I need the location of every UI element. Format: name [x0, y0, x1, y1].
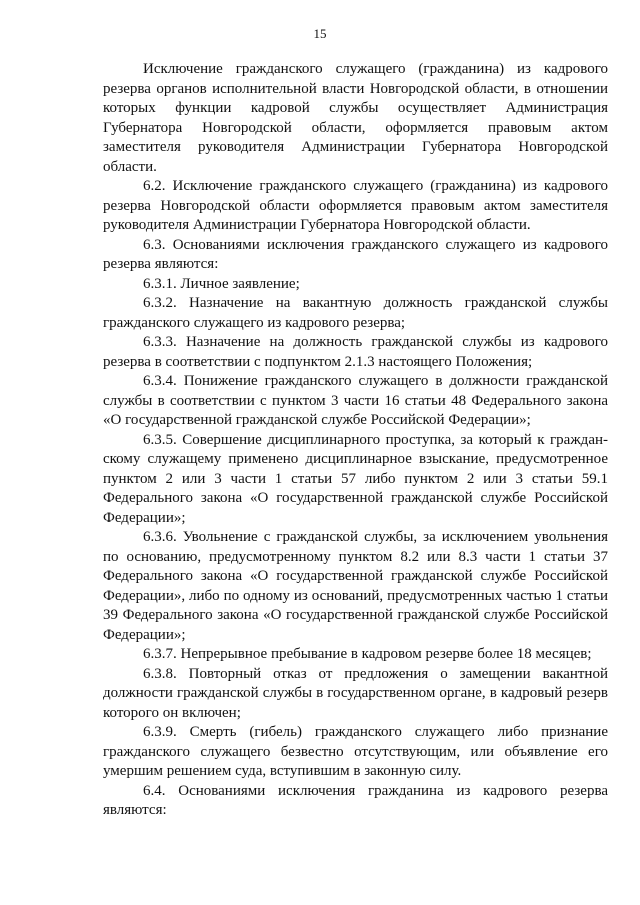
paragraph: 6.3.7. Непрерывное пребывание в кадровом резерве более 18 месяцев;: [143, 646, 592, 662]
paragraph: 6.3.4. Понижение гражданского служащего в должности гражданской службы в соответствии с пунктом 3 части 16 статьи 48 Федерального закона «О государственной гражданской службе Российской Федерации»;: [103, 373, 608, 428]
paragraph: 6.3.8. Повторный отказ от предложения о замещении вакантной должности гражданской службы в государственном органе, в кадровый резерв которого он включен;: [103, 665, 608, 721]
paragraph: 6.3. Основаниями исключения гражданского служащего из кадрового резерва являются:: [103, 236, 608, 272]
paragraph: 6.2. Исключение гражданского служащего (гражданина) из кадрового резерва Новгородской области оформляется правовым актом заместителя руководителя Администрации Губернатора Новгородской области.: [103, 178, 608, 233]
document-body: [103, 60, 608, 821]
paragraph: 6.4. Основаниями исключения гражданина из кадрового резерва являются:: [103, 782, 608, 818]
paragraph: Исключение гражданского служащего (гражданина) из кадрового резерва органов исполнительной власти Новгородской области, в отношении которых функции кадровой службы осуществляет Администрация Губернатора Новгородской области, оформляется правовым актом заместителя руководителя Администрации Губернатора Новгородской области.: [103, 61, 608, 175]
paragraph: 6.3.1. Личное заявление;: [143, 275, 300, 292]
paragraph: 6.3.5. Совершение дисциплинарного проступка, за который к гражданскому служащему применено дисциплинарное взыскание, предусмотренное пунктом 2 или 3 части 1 статьи 57 либо пунктом 2 или 3 статьи 59.1 Федерального закона «О государственной гражданской службе Российской Федерации»;: [103, 431, 608, 526]
page-number: 15: [313, 26, 327, 41]
paragraph: 6.3.3. Назначение на должность гражданской службы из кадрового резерва в соответствии с подпунктом 2.1.3 настоящего Положения;: [103, 334, 608, 370]
paragraph: 6.3.2. Назначение на вакантную должность гражданской службы гражданского служащего из кадрового резерва;: [103, 295, 608, 331]
paragraph: 6.3.6. Увольнение с гражданской службы, за исключением увольнения по основанию, предусмотренному пунктом 8.2 или 8.3 части 1 статьи 37 Федерального закона «О государственной гражданской службе Российской Федерации», либо по одному из оснований, предусмотренных частью 1 статьи 39 Федерального закона «О государственной гражданской службе Российской Федерации»;: [103, 529, 608, 643]
paragraph: 6.3.9. Смерть (гибель) гражданского служащего либо признание гражданского служащего безвестно отсутствующим, или объявление его умершим решением суда, вступившим в законную силу.: [103, 724, 608, 779]
